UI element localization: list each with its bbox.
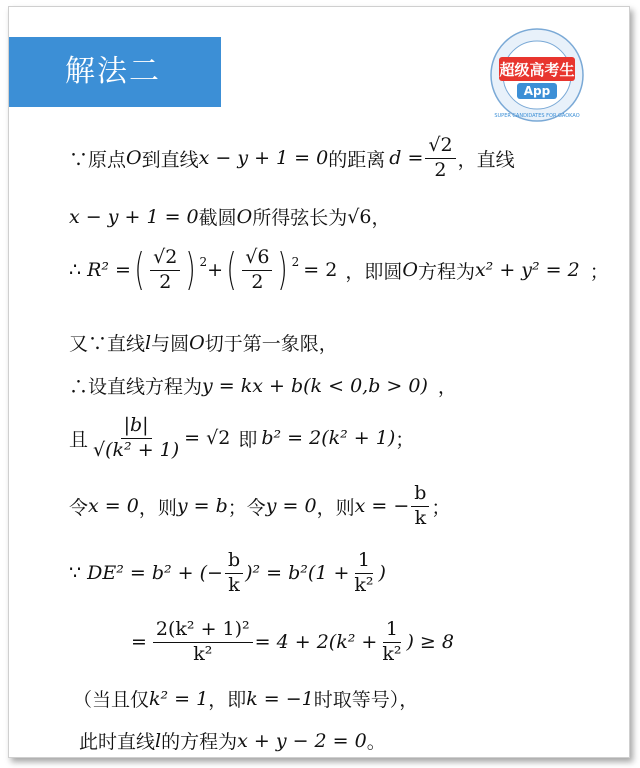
line-5 xyxy=(69,372,457,399)
l8-e1: DE² = b² + (− xyxy=(87,562,223,585)
l1-fraction xyxy=(425,135,455,182)
l4-text1: 又∵直线 xyxy=(69,333,146,355)
l3-end: ； xyxy=(589,260,609,283)
l1-d: d = xyxy=(389,147,424,170)
l11-eq: x + y − 2 = 0 xyxy=(237,729,367,752)
l3-r-squared: R² = xyxy=(87,259,131,282)
l7-frac-num: b xyxy=(411,483,429,507)
l4-text3: 切于第一象限， xyxy=(204,333,338,355)
line-9 xyxy=(131,619,454,666)
line-8 xyxy=(69,550,386,597)
l3-open-paren-1: ( xyxy=(134,244,145,296)
l5-line-eq: y = kx + b(k < 0,b > 0) xyxy=(202,374,428,397)
line-4 xyxy=(69,329,338,356)
l9-e2: = 4 + 2(k² + xyxy=(254,631,378,654)
l8-frac2-den: k² xyxy=(354,573,374,596)
l6-text: 且 xyxy=(69,428,89,451)
l7-e1: x = 0 xyxy=(88,495,139,518)
l8-e3: ) xyxy=(378,562,386,585)
l10-text3: 时取等号）， xyxy=(313,689,419,711)
l8-frac2-num: 1 xyxy=(355,550,373,574)
l3-exp-2: 2 xyxy=(291,255,300,270)
l5-text: ∴设直线方程为 xyxy=(69,376,203,398)
l8-frac1-den: k xyxy=(228,573,240,596)
l7-e2: y = b xyxy=(176,495,228,518)
l6-eq: = √2 xyxy=(184,427,231,450)
logo-brand-text: 超级高考生 xyxy=(499,61,575,79)
l9-fraction-2 xyxy=(379,619,404,666)
line-11 xyxy=(79,727,386,754)
l3-circle-eq: x² + y² = 2 xyxy=(474,259,580,282)
l4-circle-o: O xyxy=(189,331,205,354)
l1-frac-num: √2 xyxy=(425,135,455,159)
l4-text2: 与圆 xyxy=(151,333,190,355)
l3-mid: ，即圆 xyxy=(345,260,403,283)
l2-tail: 所得弦长为 xyxy=(252,207,348,229)
l8-frac1-num: b xyxy=(225,550,243,574)
l7-t4: ，则 xyxy=(316,496,355,519)
l9-e3: ) ≥ 8 xyxy=(406,631,454,654)
l3-therefore: ∴ xyxy=(69,259,82,282)
l3-exp-1: 2 xyxy=(199,255,208,270)
l1-prefix: ∵原点 xyxy=(69,148,127,171)
l7-e4: x = − xyxy=(354,495,410,518)
l3-fraction-2 xyxy=(242,247,272,294)
l3-frac2-num: √6 xyxy=(242,247,272,271)
l10-text: （当且仅 xyxy=(73,689,150,711)
l7-t3: ；令 xyxy=(227,496,266,519)
l3-frac2-den: 2 xyxy=(251,270,264,293)
l11-line-l: l xyxy=(155,729,162,752)
l2-chord-value: √6 xyxy=(347,205,372,228)
l10-text2: ，即 xyxy=(208,689,247,711)
l1-line-eq: x − y + 1 = 0 xyxy=(198,147,329,170)
solution-card xyxy=(8,6,630,758)
l3-eq2: = 2 xyxy=(303,259,338,282)
l6-frac-num: |b| xyxy=(121,415,152,439)
l1-mid: 到直线 xyxy=(141,148,199,171)
l6-fraction xyxy=(90,415,182,462)
l6-text2: 即 xyxy=(238,428,258,451)
l3-close-paren-2: ) xyxy=(277,244,289,296)
l9-fraction-1 xyxy=(153,619,253,666)
logo-app-text: App xyxy=(523,84,551,98)
l8-fraction-1 xyxy=(225,550,243,597)
line-2 xyxy=(69,203,390,230)
l3-close-paren-1: ) xyxy=(185,244,197,296)
l9-frac1-den: k² xyxy=(193,642,213,665)
l7-frac-den: k xyxy=(414,506,427,529)
l7-e3: y = 0 xyxy=(265,495,317,518)
l4-line-l: l xyxy=(145,331,152,354)
section-banner: 解法二 xyxy=(9,37,221,107)
l11-text2: 的方程为 xyxy=(161,731,238,753)
line-3 xyxy=(69,244,609,296)
l9-frac1-num: 2(k² + 1)² xyxy=(153,619,253,643)
l3-mid2: 方程为 xyxy=(417,260,475,283)
l6-eq2: b² = 2(k² + 1) xyxy=(261,427,396,450)
l1-frac-den: 2 xyxy=(434,158,447,181)
l11-end: 。 xyxy=(366,731,386,753)
l7-t1: 令 xyxy=(69,496,89,519)
l10-e2: k = −1 xyxy=(246,687,314,710)
l7-end: ； xyxy=(431,496,451,519)
l3-circle-o: O xyxy=(402,259,418,282)
l10-e1: k² = 1 xyxy=(149,687,209,710)
l3-frac1-den: 2 xyxy=(159,270,172,293)
l8-fraction-2 xyxy=(351,550,376,597)
l6-frac-den: √(k² + 1) xyxy=(93,438,180,461)
l7-fraction xyxy=(411,483,429,530)
l2-end: ， xyxy=(371,207,391,229)
l2-circle-o: O xyxy=(236,205,253,228)
l3-fraction-1 xyxy=(150,247,180,294)
l7-t2: ，则 xyxy=(138,496,177,519)
l9-eq: = xyxy=(131,631,147,654)
line-10 xyxy=(73,685,418,712)
logo-ring-text: SUPER CANDIDATES FOR GAOKAO xyxy=(494,113,580,119)
l3-open-paren-2: ( xyxy=(226,244,237,296)
l6-end: ； xyxy=(395,428,415,451)
l3-frac1-num: √2 xyxy=(150,247,180,271)
l5-end: ， xyxy=(437,376,457,398)
line-1 xyxy=(69,135,515,182)
l1-mid2: 的距离 xyxy=(328,148,386,171)
l3-plus: + xyxy=(207,259,224,282)
l8-because: ∵ xyxy=(69,562,82,585)
l11-text: 此时直线 xyxy=(79,731,156,753)
l2-line-eq: x − y + 1 = 0 xyxy=(69,205,199,228)
line-6 xyxy=(69,415,414,462)
l9-frac2-num: 1 xyxy=(383,619,401,643)
l8-e2: )² = b²(1 + xyxy=(245,562,350,585)
l9-frac2-den: k² xyxy=(382,642,402,665)
line-7 xyxy=(69,483,450,530)
l2-mid: 截圆 xyxy=(198,207,237,229)
brand-logo xyxy=(489,27,585,123)
l1-tail: ，直线 xyxy=(457,148,515,171)
l1-point-o: O xyxy=(126,147,142,170)
